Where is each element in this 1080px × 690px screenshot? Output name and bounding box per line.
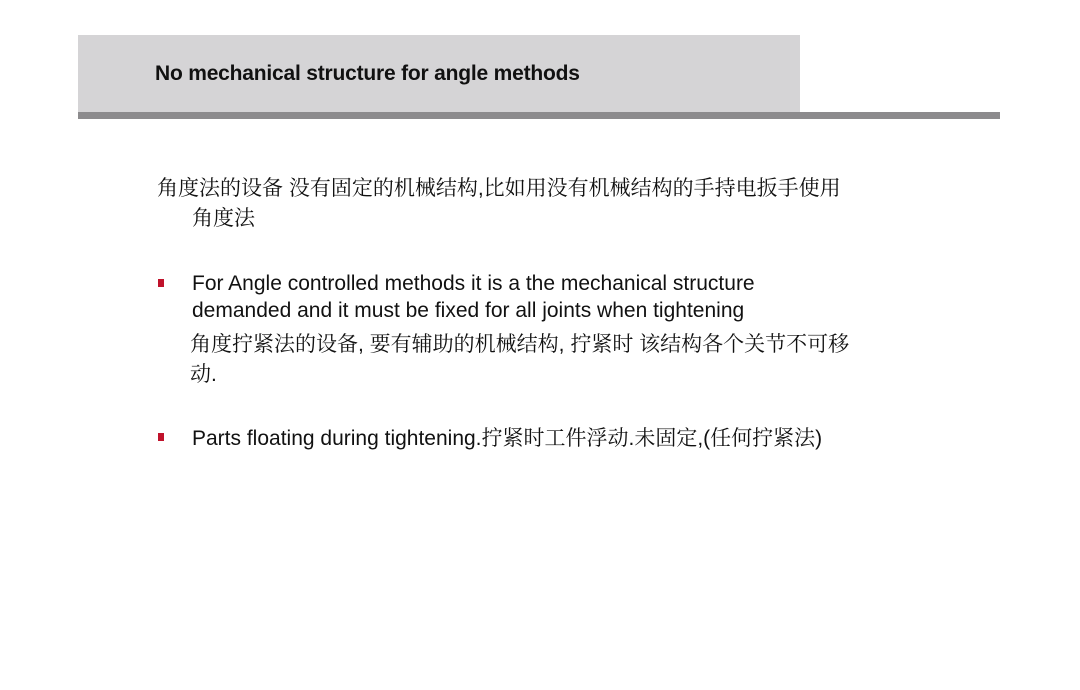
bullet-1-line-1: For Angle controlled methods it is a the mechanical structure bbox=[192, 272, 755, 295]
bullet-1-line-2: demanded and it must be fixed for all joints when tightening bbox=[192, 299, 745, 322]
intro-line-2: 角度法 bbox=[192, 207, 255, 230]
slide-title: No mechanical structure for angle methods bbox=[155, 62, 580, 85]
bullet-1-line-3: 角度拧紧法的设备, 要有辅助的机械结构, 拧紧时 该结构各个关节不可移 bbox=[190, 333, 850, 356]
bullet-marker bbox=[158, 279, 164, 287]
bullet-marker bbox=[158, 433, 164, 441]
bullet-1-line-4: 动. bbox=[190, 363, 217, 386]
intro-line-1: 角度法的设备 没有固定的机械结构,比如用没有机械结构的手持电扳手使用 bbox=[157, 177, 841, 200]
title-underline bbox=[78, 112, 1000, 119]
bullet-2-line-1: Parts floating during tightening.拧紧时工件浮动.未固定,(任何拧紧法) bbox=[192, 427, 823, 450]
